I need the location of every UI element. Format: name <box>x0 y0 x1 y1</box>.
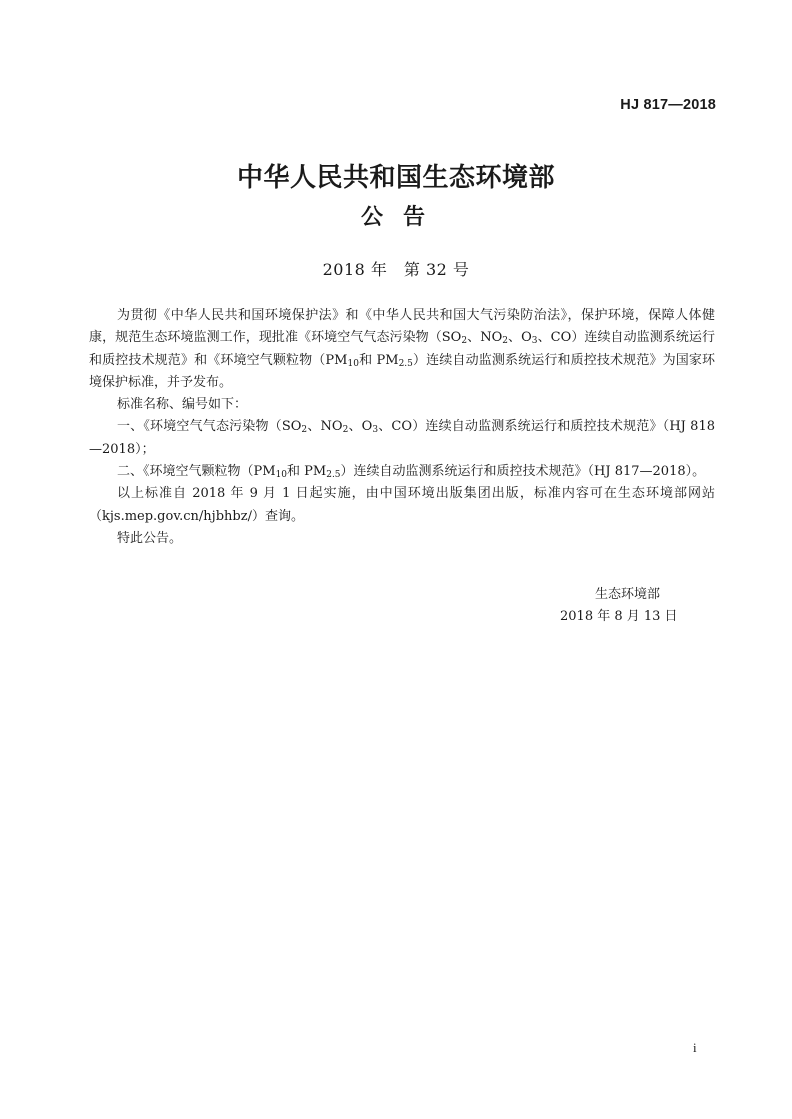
standard-code: HJ 817—2018 <box>620 97 716 113</box>
signing-date: 2018 年 8 月 13 日 <box>560 609 678 624</box>
document-type: 公告 <box>360 205 445 230</box>
signing-department: 生态环境部 <box>595 587 661 602</box>
page-number: i <box>693 1040 697 1055</box>
effective-date-paragraph: 以上标准自 2018 年 9 月 1 日起实施，由中国环境出版集团出版，标准内容可在生态环境部网站（kjs.mep.gov.cn/hjbhbz/）查询。 <box>89 486 715 524</box>
intro-paragraph: 为贯彻《中华人民共和国环境保护法》和《中华人民共和国大气污染防治法》，保护环境，保障人体健康，规范生态环境监测工作，现批准《环境空气气态污染物（$SO_2$、$NO_2$、$O_3$、CO）连续自动监测系统运行和质控技术规范》和《环境空气颗粒物（$PM_{10}$和 $PM_{2.5}$）连续自动监测系统运行和质控技术规范》为国家环境保护标准，并予发布。 <box>89 308 715 390</box>
signature-block <box>560 584 720 628</box>
standard-item-1: 一、《环境空气气态污染物（$SO_2$、$NO_2$、$O_3$、CO）连续自动监测系统运行和质控技术规范》（HJ 818—2018）； <box>89 419 715 457</box>
closing-remark: 特此公告。 <box>117 530 183 546</box>
announcement-number: 2018 年 第 32 号 <box>322 260 470 279</box>
issuing-organization: 中华人民共和国生态环境部 <box>236 163 555 193</box>
list-intro: 标准名称、编号如下： <box>117 397 248 413</box>
announcement-body <box>89 305 715 550</box>
standard-item-2: 二、《环境空气颗粒物（$PM_{10}$和 $PM_{2.5}$）连续自动监测系统运行和质控技术规范》（HJ 817—2018）。 <box>117 464 706 481</box>
